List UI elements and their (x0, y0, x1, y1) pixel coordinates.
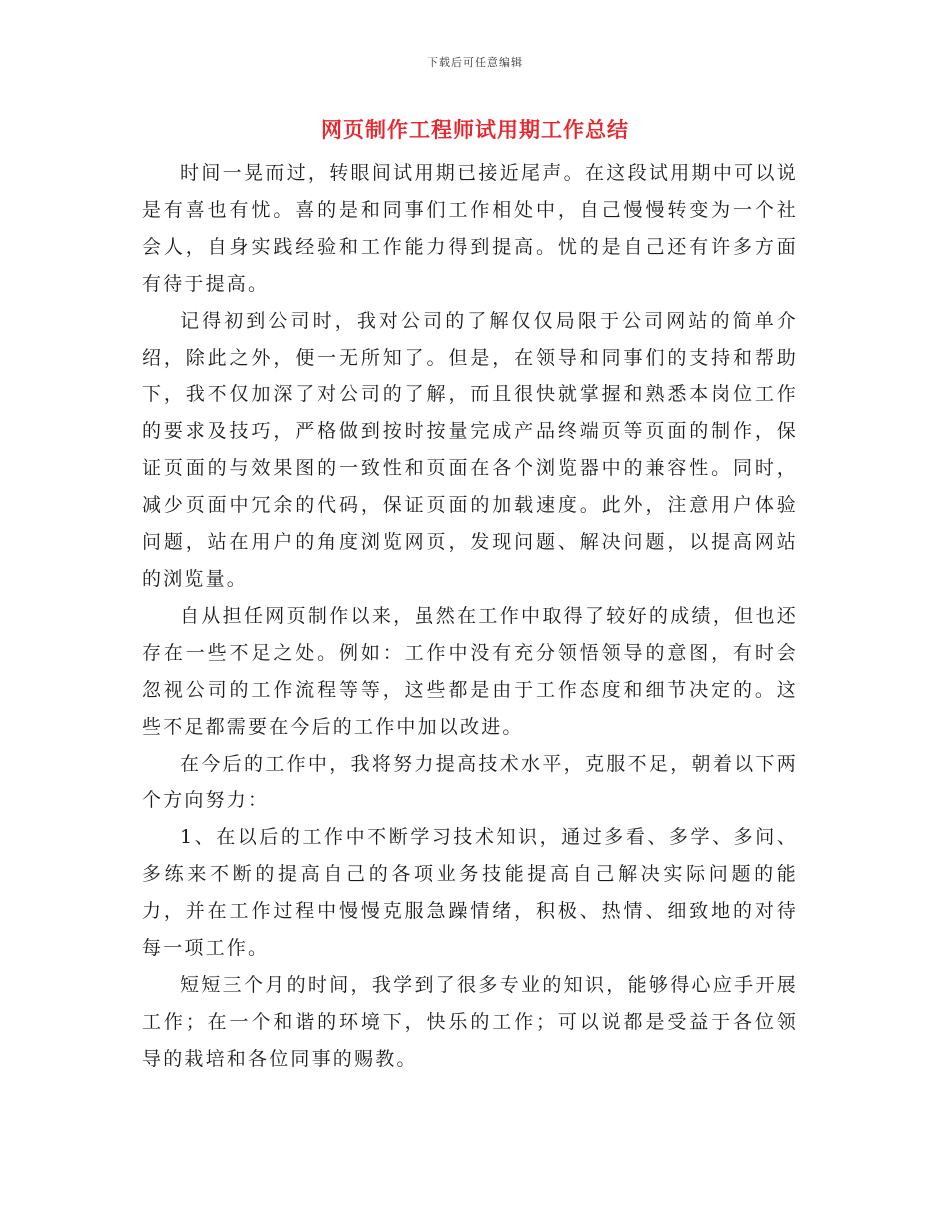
paragraph-1: 时间一晃而过，转眼间试用期已接近尾声。在这段试用期中可以说是有喜也有忧。喜的是和同事们工作相处中，自己慢慢转变为一个社会人，自身实践经验和工作能力得到提高。忧的是自己还有许多方面有待于提高。 (142, 162, 798, 295)
header-note: 下载后可任意编辑 (427, 56, 523, 69)
paragraph-6: 短短三个月的时间，我学到了很多专业的知识，能够得心应手开展工作；在一个和谐的环境下，快乐的工作；可以说都是受益于各位领导的栽培和各位同事的赐教。 (142, 973, 798, 1070)
paragraph-2: 记得初到公司时，我对公司的了解仅仅局限于公司网站的简单介绍，除此之外，便一无所知了。但是，在领导和同事们的支持和帮助下，我不仅加深了对公司的了解，而且很快就掌握和熟悉本岗位工作的要求及技巧，严格做到按时按量完成产品终端页等页面的制作，保证页面的与效果图的一致性和页面在各个浏览器中的兼容性。同时，减少页面中冗余的代码，保证页面的加载速度。此外，注意用户体验问题，站在用户的角度浏览网页，发现问题、解决问题，以提高网站的浏览量。 (142, 309, 798, 590)
paragraph-5: 1、在以后的工作中不断学习技术知识，通过多看、多学、多问、多练来不断的提高自己的各项业务技能提高自己解决实际问题的能力，并在工作过程中慢慢克服急躁情绪，积极、热情、细致地的对待每一项工作。 (142, 826, 798, 960)
paragraph-4: 在今后的工作中，我将努力提高技术水平，克服不足，朝着以下两个方向努力： (142, 752, 798, 812)
document-title: 网页制作工程师试用期工作总结 (321, 117, 629, 142)
document-body (142, 155, 798, 1078)
paragraph-3: 自从担任网页制作以来，虽然在工作中取得了较好的成绩，但也还存在一些不足之处。例如：工作中没有充分领悟领导的意图，有时会忽视公司的工作流程等等，这些都是由于工作态度和细节决定的。这些不足都需要在今后的工作中加以改进。 (142, 604, 798, 738)
